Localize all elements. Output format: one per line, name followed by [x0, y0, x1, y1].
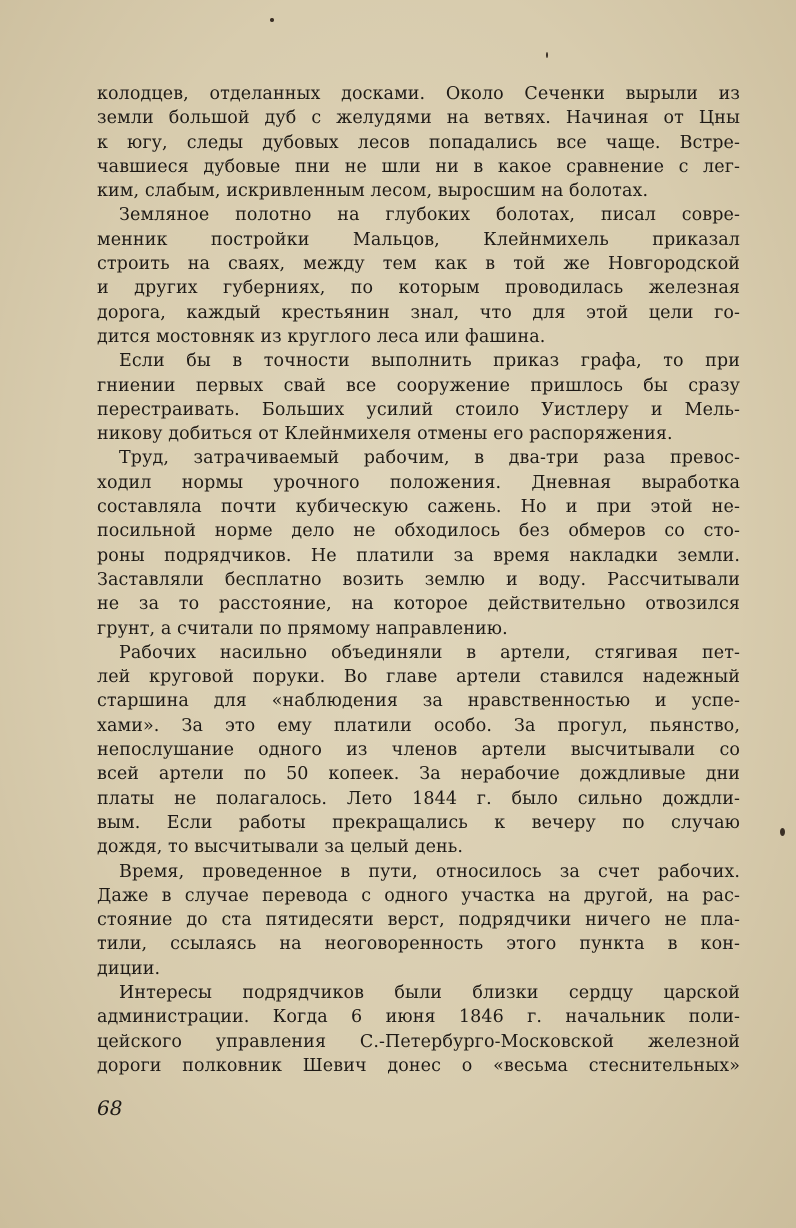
text-line: Даже в случае перевода с одного участка на другой, на рас- — [97, 885, 740, 906]
text-line: роны подрядчиков. Не платили за время накладки земли. — [97, 545, 740, 566]
text-line: Рабочих насильно объединяли в артели, стягивая пет- — [119, 642, 740, 663]
paragraph — [97, 860, 740, 981]
text-line: строить на сваях, между тем как в той же Новгородской — [97, 254, 740, 275]
text-line: стояние до ста пятидесяти верст, подрядчики ничего не пла- — [97, 910, 740, 931]
paper-speck — [546, 52, 548, 58]
paragraph — [97, 981, 740, 1078]
text-line: никову добиться от Клейнмихеля отмены его распоряжения. — [97, 424, 673, 445]
text-line: Интересы подрядчиков были близки сердцу царской — [119, 982, 740, 1003]
text-line: Заставляли бесплатно возить землю и воду. Рассчитывали — [97, 569, 740, 590]
text-line: дится мостовняк из круглого леса или фашина. — [97, 326, 546, 347]
text-line: и других губерниях, по которым проводилась железная — [97, 278, 740, 299]
text-line: чавшиеся дубовые пни не шли ни в какое сравнение с лег- — [97, 156, 740, 177]
text-line: дождя, то высчитывали за целый день. — [97, 837, 464, 858]
text-line: ходил нормы урочного положения. Дневная выработка — [97, 472, 740, 493]
text-line: диции. — [97, 958, 161, 979]
text-line: цейского управления С.-Петербурго-Московской железной — [97, 1031, 740, 1052]
text-line: посильной норме дело не обходилось без обмеров со сто- — [97, 521, 740, 542]
paragraph — [97, 641, 740, 860]
text-line: администрации. Когда 6 июня 1846 г. начальник поли- — [97, 1007, 740, 1028]
paragraph — [97, 203, 740, 349]
text-line: составляла почти кубическую сажень. Но и при этой не- — [97, 497, 740, 518]
paragraph — [97, 446, 740, 640]
text-line: к югу, следы дубовых лесов попадались все чаще. Встре- — [97, 132, 740, 153]
text-line: Земляное полотно на глубоких болотах, писал совре- — [119, 205, 740, 226]
paragraph — [97, 349, 740, 446]
text-line: не за то расстояние, на которое действительно отвозился — [97, 594, 740, 615]
text-line: грунт, а считали по прямому направлению. — [97, 618, 508, 639]
paper-speck — [780, 828, 785, 836]
text-line: ким, слабым, искривленным лесом, выросшим на болотах. — [97, 181, 649, 202]
text-line: тили, ссылаясь на неоговоренность этого пункта в кон- — [97, 934, 740, 955]
text-line: лей круговой поруки. Во главе артели ставился надежный — [97, 667, 740, 688]
text-line: Если бы в точности выполнить приказ графа, то при — [119, 351, 740, 372]
text-line: всей артели по 50 копеек. За нерабочие дождливые дни — [97, 764, 740, 785]
text-line: дороги полковник Шевич донес о «весьма стеснительных» — [97, 1055, 740, 1076]
text-line: дорога, каждый крестьянин знал, что для этой цели го- — [97, 302, 740, 323]
text-line: менник постройки Мальцов, Клейнмихель приказал — [97, 229, 740, 250]
text-line: перестраивать. Больших усилий стоило Уистлеру и Мель- — [97, 399, 740, 420]
text-line: гниении первых свай все сооружение пришлось бы сразу — [97, 375, 740, 396]
text-line: непослушание одного из членов артели высчитывали со — [97, 740, 740, 761]
text-line: колодцев, отделанных досками. Около Сеченки вырыли из — [97, 84, 740, 104]
paper-speck — [270, 18, 274, 22]
text-line: Труд, затрачиваемый рабочим, в два-три раза превос- — [119, 448, 740, 469]
paragraph — [97, 82, 740, 203]
text-line: вым. Если работы прекращались к вечеру по случаю — [97, 812, 740, 833]
text-line: хами». За это ему платили особо. За прогул, пьянство, — [97, 715, 740, 736]
text-line: земли большой дуб с желудями на ветвях. Начиная от Цны — [97, 108, 740, 129]
text-line: платы не полагалось. Лето 1844 г. было сильно дождли- — [97, 788, 740, 809]
text-line: старшина для «наблюдения за нравственностью и успе- — [97, 691, 740, 712]
page-body-text — [97, 82, 740, 1078]
text-line: Время, проведенное в пути, относилось за счет рабочих. — [119, 861, 740, 882]
page-number: 68 — [97, 1096, 123, 1120]
